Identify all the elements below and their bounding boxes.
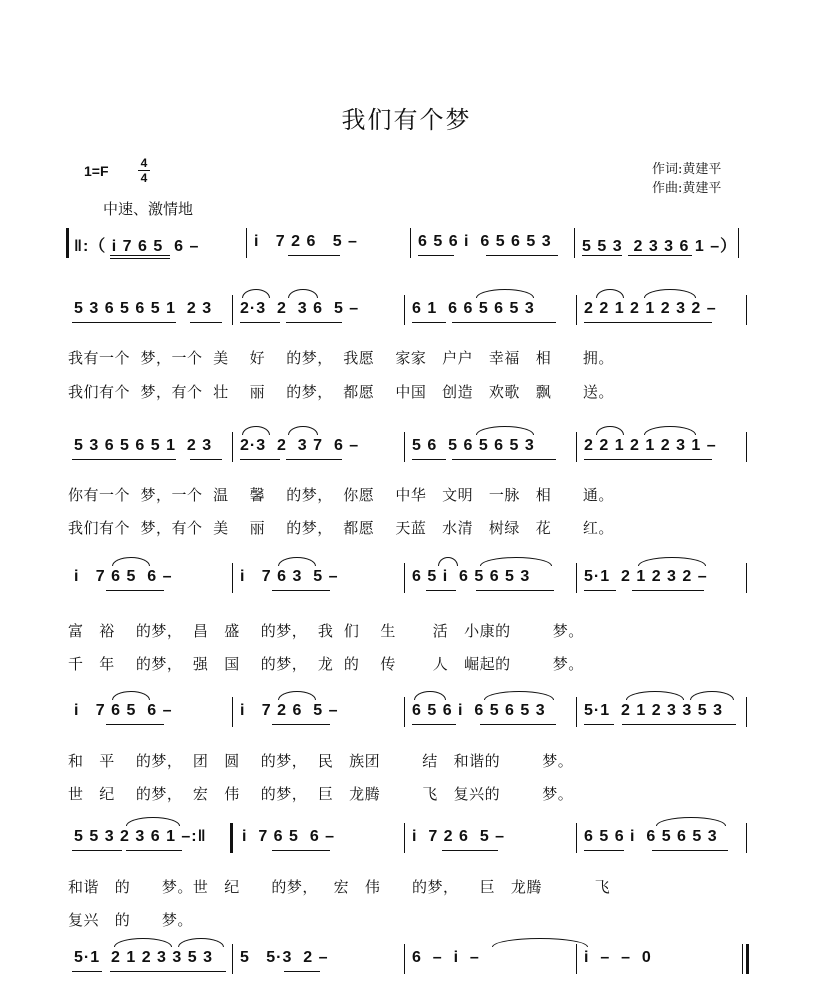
slur [114,938,172,947]
beam-line [110,255,170,256]
measure-notes: i 7 2 6 5 – [240,702,339,719]
lyric-line: 我们有个 梦，有个 壮 丽 的梦， 都愿 中国 创造 欢歌 飘 送。 [68,383,614,401]
barline [746,697,747,727]
beam-line [582,255,622,256]
slur [112,691,150,700]
measure [232,563,404,593]
measure-notes: 6 5 6 i 6 5 6 5 3 [418,233,552,250]
measure-notes: 2·3 2 3 6 5 – [240,300,360,317]
score-row-5 [66,697,750,727]
measure-notes: 5 6 5 6 5 6 5 3 [412,437,535,454]
tie [492,938,588,947]
slur [414,691,446,700]
measure [576,432,748,462]
beam-line [426,590,456,591]
meter-top: 4 [140,156,148,170]
slur [242,289,270,298]
lyric-line: 世 纪 的梦， 宏 伟 的梦， 巨 龙腾 飞 复兴的 梦。 [68,785,574,803]
credits [652,160,721,198]
measure-notes: 2 2 1 2 1 2 3 2 – [584,300,717,317]
beam-line [652,850,728,851]
slur [242,426,270,435]
beam-line [480,724,556,725]
slur [476,426,534,435]
measure [66,295,232,325]
score-row-4 [66,563,750,593]
barline [738,228,739,258]
measure-notes: 5·1 2 1 2 3 2 – [584,568,708,585]
beam-line [486,255,558,256]
measure [576,823,748,853]
measure-notes: 6 – i – [412,949,480,966]
measure [404,823,576,853]
measure-notes: 2 2 1 2 1 2 3 1 – [584,437,717,454]
composer-credit: 作曲:黄建平 [652,181,722,196]
measure-notes: i 7 2 6 5 – [412,828,506,845]
slur [278,691,316,700]
score-row-6 [66,823,750,853]
measure [246,228,410,258]
beam-line [190,322,222,323]
beam-line [584,459,712,460]
measure-notes: 6 5 6 i 6 5 6 5 3 [584,828,718,845]
measure [66,228,246,258]
score-row-1 [66,228,750,258]
measure [576,697,748,727]
measure-notes: 5·1 2 1 2 3 3 5 3 [584,702,723,719]
measure [234,823,404,853]
final-barline-thin [742,944,743,974]
slur [638,557,706,566]
slur [690,691,734,700]
lyric-line: 和 平 的梦， 团 圆 的梦， 民 族团 结 和谐的 梦。 [68,752,574,770]
measure [66,823,228,853]
beam-line [190,459,222,460]
measure-notes: 2·3 2 3 7 6 – [240,437,360,454]
measure [232,295,404,325]
time-signature [138,157,150,184]
slur [178,938,224,947]
lyric-line: 复兴 的 梦。 [68,911,193,929]
lyric-line: 你有一个 梦，一个 温 馨 的梦， 你愿 中华 文明 一脉 相 通。 [68,486,614,504]
measure [404,563,576,593]
measure [410,228,574,258]
barline [746,432,747,462]
beam-line [106,590,164,591]
slur [126,817,180,826]
measure [404,295,576,325]
measure-notes: i 7 6 5 6 – [74,568,173,585]
measure-notes: 5 3 6 5 6 5 1 2 3 [74,300,213,317]
beam-line [288,255,340,256]
barline [746,295,747,325]
beam-line [584,590,616,591]
measure-notes: i 7 2 6 5 – [254,233,358,250]
lyric-line: 千 年 的梦， 强 国 的梦， 龙 的 传 人 崛起的 梦。 [68,655,584,673]
measure-notes: i 7 6 3 5 – [240,568,339,585]
slur [484,691,554,700]
beam-line [412,322,446,323]
measure-notes: 6 1 6 6 5 6 5 3 [412,300,535,317]
beam-line [412,724,456,725]
beam-line [272,724,330,725]
barline [746,823,747,853]
measure-notes: 5·1 2 1 2 3 3 5 3 [74,949,213,966]
slur [656,817,726,826]
slur [288,289,318,298]
measure [66,563,232,593]
repeat-end-barline [230,823,233,853]
beam-line [286,322,342,323]
beam-line [584,724,614,725]
measure [404,432,576,462]
measure [232,944,404,974]
measure-notes: 5 5·3 2 – [240,949,329,966]
measure-notes: 5 5 3 2 3 3 6 1 –） [582,238,738,255]
measure-notes: i 7 6 5 6 – [242,828,336,845]
measure-notes: 5 5 3 2 3 6 1 –:‖ [74,828,207,845]
slur [626,691,684,700]
slur [480,557,552,566]
measure-notes: 5 3 6 5 6 5 1 2 3 [74,437,213,454]
measure [574,228,738,258]
measure [404,944,576,974]
measure [66,697,232,727]
final-barline-thick [746,944,749,974]
beam-line [72,322,176,323]
lyricist-credit: 作词:黄建平 [652,162,722,177]
measure-notes: 6 5 6 i 6 5 6 5 3 [412,702,546,719]
beam-line [476,590,554,591]
beam-line [628,255,692,256]
measure [66,944,232,974]
beam-line [72,459,176,460]
beam-line [452,459,556,460]
barline [746,563,747,593]
beam-line [272,850,330,851]
tempo-marking: 中速、激情地 [103,200,194,218]
beam-line [110,258,170,259]
slur [644,426,696,435]
measure-notes: 6 5 i 6 5 6 5 3 [412,568,531,585]
beam-line [272,590,330,591]
beam-line [72,971,102,972]
beam-line [584,322,712,323]
measure-notes: i – – 0 [584,949,652,966]
song-title: 我们有个梦 [341,106,472,134]
measure [576,944,744,974]
beam-line [622,724,736,725]
slur [438,557,458,566]
beam-line [442,850,498,851]
score-row-2 [66,295,750,325]
slur [644,289,696,298]
measure [232,432,404,462]
beam-line [452,322,556,323]
beam-line [110,971,226,972]
measure-notes: i 7 6 5 6 – [74,702,173,719]
slur [476,289,534,298]
beam-line [412,459,446,460]
slur [288,426,318,435]
slur [596,426,624,435]
lyric-line: 和谐 的 梦。世 纪 的梦， 宏 伟 的梦， 巨 龙腾 飞 [68,878,611,896]
beam-line [632,590,704,591]
beam-line [240,459,280,460]
slur [596,289,624,298]
beam-line [240,322,280,323]
measure [576,563,748,593]
beam-line [106,724,164,725]
beam-line [72,850,122,851]
slur [278,557,316,566]
beam-line [286,459,342,460]
measure [404,697,576,727]
measure [66,432,232,462]
meter-bottom: 4 [140,171,148,185]
beam-line [584,850,624,851]
lyric-line: 富 裕 的梦， 昌 盛 的梦， 我 们 生 活 小康的 梦。 [68,622,584,640]
score-row-7 [66,944,750,974]
measure [576,295,748,325]
beam-line [126,850,182,851]
measure-notes: ‖:（ i 7 6 5 6 – [74,238,200,255]
lyric-line: 我有一个 梦，一个 美 好 的梦， 我愿 家家 户户 幸福 相 拥。 [68,349,614,367]
lyric-line: 我们有个 梦，有个 美 丽 的梦， 都愿 天蓝 水清 树绿 花 红。 [68,519,614,537]
beam-line [284,971,320,972]
key-signature: 1=F [84,163,109,179]
score-row-3 [66,432,750,462]
slur [112,557,150,566]
beam-line [418,255,454,256]
measure [232,697,404,727]
